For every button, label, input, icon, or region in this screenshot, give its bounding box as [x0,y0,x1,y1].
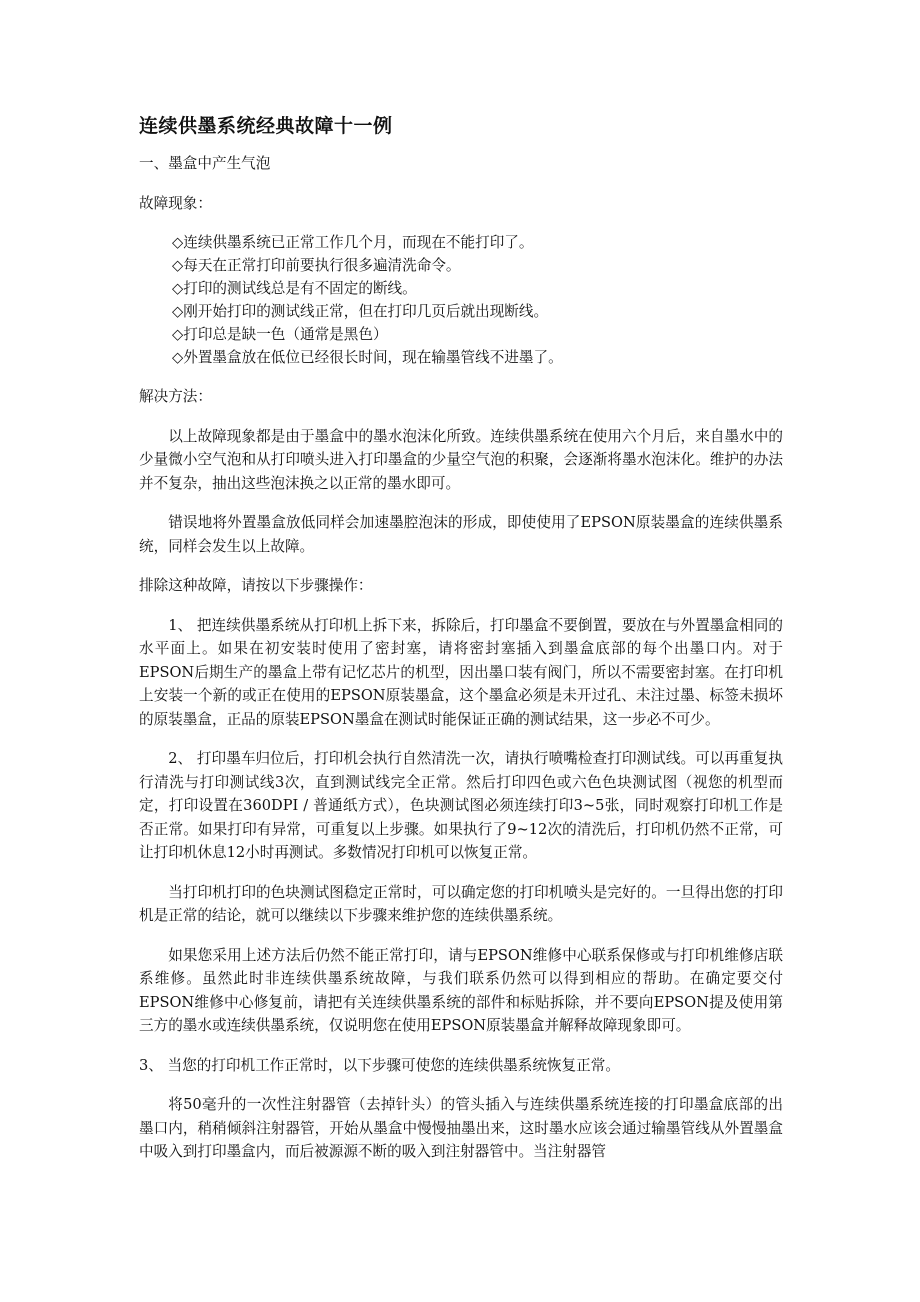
paragraph-step-1: 1、 把连续供墨系统从打印机上拆下来，拆除后，打印墨盒不要倒置，要放在与外置墨盒相同的水平面上。如果在初安装时使用了密封塞，请将密封塞插入到墨盒底部的每个出墨口内。对于EPSON后期生产的墨盒上带有记忆芯片的机型，因出墨口装有阀门，所以不需要密封塞。在打印机上安装一个新的或正在使用的EPSON原装墨盒，这个墨盒必须是未开过孔、未注过墨、标签未损坏的原装墨盒，正品的原装EPSON墨盒在测试时能保证正确的测试结果，这一步必不可少。 [139,616,783,728]
paragraph-wrong-height: 错误地将外置墨盒放低同样会加速墨腔泡沫的形成，即使使用了EPSON原装墨盒的连续供墨系统，同样会发生以上故障。 [139,514,783,555]
list-item: ◇打印的测试线总是有不固定的断线。 [172,280,417,297]
paragraph-stable: 当打印机打印的色块测试图稳定正常时，可以确定您的打印机喷头是完好的。一旦得出您的打印机是正常的结论，就可以继续以下步骤来维护您的连续供墨系统。 [139,883,783,924]
paragraph-steps-intro: 排除这种故障，请按以下步骤操作： [139,577,373,594]
list-item: ◇连续供墨系统已正常工作几个月，而现在不能打印了。 [172,234,534,251]
list-item: ◇每天在正常打印前要执行很多遍清洗命令。 [172,257,461,274]
list-item: ◇打印总是缺一色（通常是黑色） [172,326,388,343]
symptoms-list [139,231,783,369]
section-heading: 一、墨盒中产生气泡 [139,155,271,172]
solution-heading: 解决方法： [139,388,212,405]
symptoms-heading: 故障现象： [139,194,212,212]
paragraph-step-3: 3、 当您的打印机工作正常时，以下步骤可使您的连续供墨系统恢复正常。 [139,1056,620,1074]
paragraph-step-2: 2、 打印墨车归位后，打印机会执行自然清洗一次，请执行喷嘴检查打印测试线。可以再重复执行清洗与打印测试线3次，直到测试线完全正常。然后打印四色或六色色块测试图（视您的机型而定，打印设置在360DPI / 普通纸方式），色块测试图必须连续打印3~5张，同时观察打印机工作是否正常。如果打印有异常，可重复以上步骤。如果执行了9~12次的清洗后，打印机仍然不正常，可让打印机休息12小时再测试。多数情况打印机可以恢复正常。 [139,750,783,861]
paragraph-syringe: 将50毫升的一次性注射器管（去掉针头）的管头插入与连续供墨系统连接的打印墨盒底部的出墨口内，稍稍倾斜注射器管，开始从墨盒中慢慢抽墨出来，这时墨水应该会通过输墨管线从外置墨盒中吸入到打印墨盒内，而后被源源不断的吸入到注射器管中。当注射器管 [139,1096,783,1160]
list-item: ◇外置墨盒放在低位已经很长时间，现在输墨管线不进墨了。 [172,349,563,366]
document-page [139,112,783,1180]
paragraph-repair: 如果您采用上述方法后仍然不能正常打印，请与EPSON维修中心联系保修或与打印机维修店联系维修。虽然此时非连续供墨系统故障，与我们联系仍然可以得到相应的帮助。在确定要交付EPSON维修中心修复前，请把有关连续供墨系统的部件和标贴拆除，并不要向EPSON提及使用第三方的墨水或连续供墨系统，仅说明您在使用EPSON原装墨盒并解释故障现象即可。 [139,946,783,1034]
paragraph-cause: 以上故障现象都是由于墨盒中的墨水泡沫化所致。连续供墨系统在使用六个月后，来自墨水中的少量微小空气泡和从打印喷头进入打印墨盒的少量空气泡的积聚，会逐渐将墨水泡沫化。维护的办法并不复杂，抽出这些泡沫换之以正常的墨水即可。 [139,427,783,492]
document-title: 连续供墨系统经典故障十一例 [139,115,393,137]
list-item: ◇刚开始打印的测试线正常，但在打印几页后就出现断线。 [172,303,549,320]
